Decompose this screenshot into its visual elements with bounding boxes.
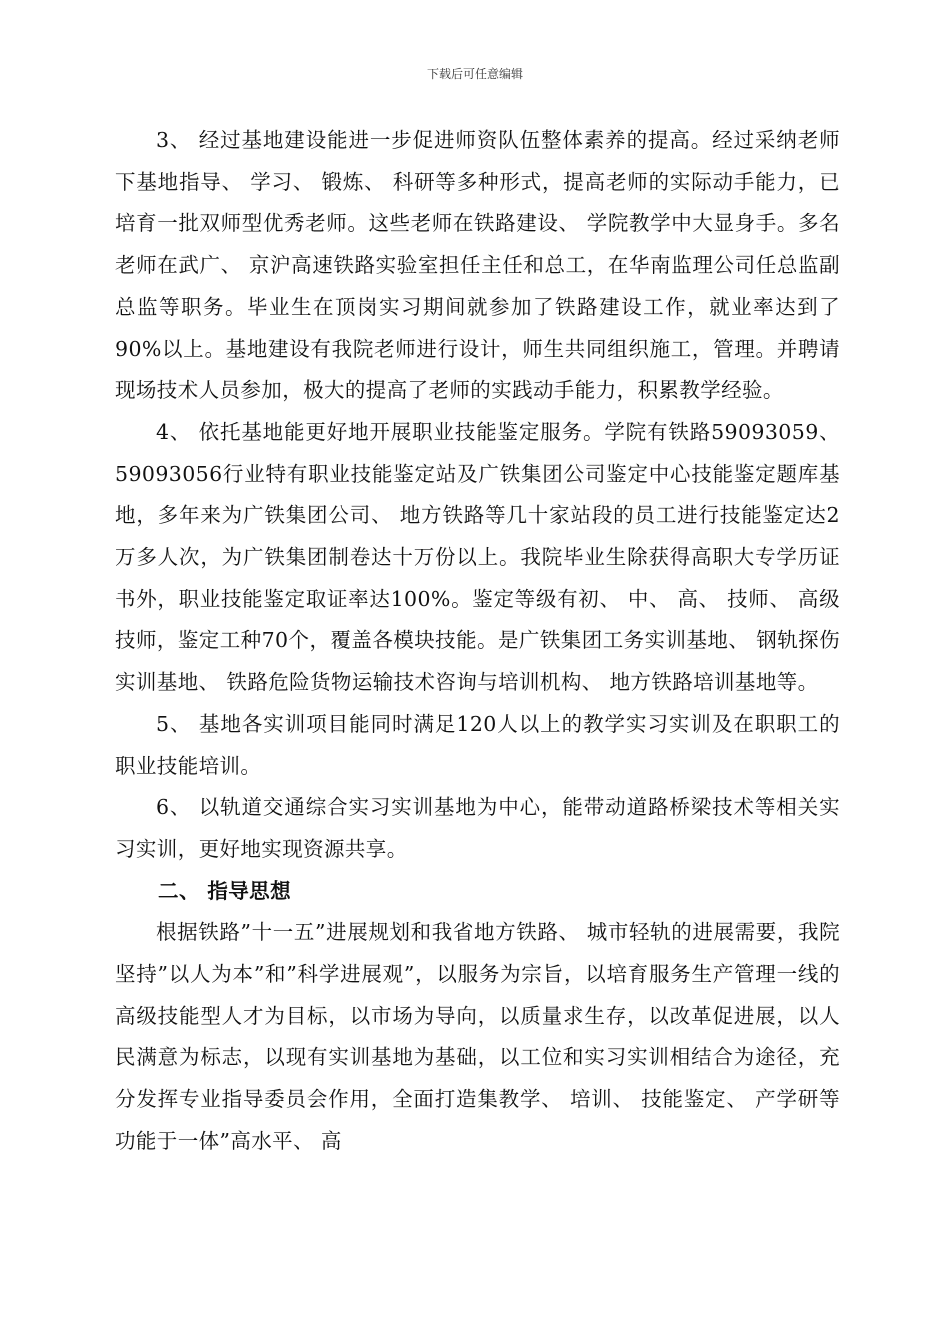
page-header: 下载后可任意编辑 [426,67,523,81]
paragraph-3: 3、 经过基地建设能进一步促进师资队伍整体素养的提高。经过采纳老师下基地指导、 学习、 锻炼、 科研等多种形式，提高老师的实际动手能力，已培育一批双师型优秀老师。这些老师在铁路建设、 学院教学中大显身手。多名老师在武广、 京沪高速铁路实验室担任主任和总工，在华南监理公司任总监副总监等职务。毕业生在顶岗实习期间就参加了铁路建设工作，就业率达到了90%以上。基地建设有我院老师进行设计，师生共同组织施工，管理。并聘请现场技术人员参加，极大的提高了老师的实践动手能力，积累教学经验。 [115,128,840,403]
paragraph-4: 4、 依托基地能更好地开展职业技能鉴定服务。学院有铁路59093059、 59093056行业特有职业技能鉴定站及广铁集团公司鉴定中心技能鉴定题库基地，多年来为广铁集团公司、 地方铁路等几十家站段的员工进行技能鉴定达2万多人次，为广铁集团制卷达十万份以上。我院毕业生除获得高职大专学历证书外，职业技能鉴定取证率达100%。鉴定等级有初、 中、 高、 技师、 高级技师，鉴定工种70个，覆盖各模块技能。是广铁集团工务实训基地、 钢轨探伤实训基地、 铁路危险货物运输技术咨询与培训机构、 地方铁路培训基地等。 [115,419,840,695]
paragraph-5: 5、 基地各实训项目能同时满足120人以上的教学实习实训及在职职工的职业技能培训。 [115,711,840,778]
section-paragraph: 根据铁路”十一五”进展规划和我省地方铁路、 城市轻轨的进展需要，我院坚持”以人为本”和”科学进展观”，以服务为宗旨，以培育服务生产管理一线的高级技能型人才为目标，以市场为导向，以质量求生存，以改革促进展，以人民满意为标志，以现有实训基地为基础，以工位和实习实训相结合为途径，充分发挥专业指导委员会作用，全面打造集教学、 培训、 技能鉴定、 产学研等功能于一体”高水平、 高 [115,920,840,1153]
paragraph-6: 6、 以轨道交通综合实习实训基地为中心，能带动道路桥梁技术等相关实习实训，更好地实现资源共享。 [115,795,840,861]
document-body [115,120,840,1163]
section-heading: 二、 指导思想 [158,878,291,903]
